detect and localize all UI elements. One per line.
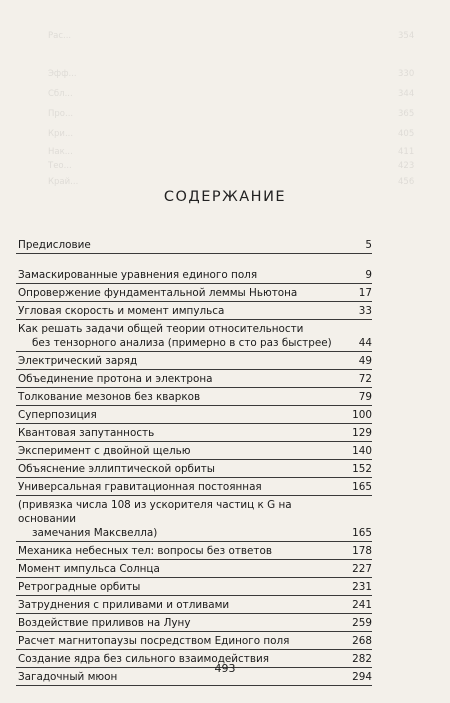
bleed-line: Эфф...: [48, 69, 77, 79]
toc-entry[interactable]: [16, 352, 372, 370]
toc-entry-title: Воздействие приливов на Луну: [18, 617, 191, 629]
toc-entry-page: 259: [352, 617, 372, 629]
toc-entry-page: 72: [358, 373, 372, 385]
bleed-through-text: [0, 0, 450, 200]
toc-entry-page: 178: [352, 545, 372, 557]
toc-entry-title: [18, 322, 348, 350]
bleed-line: Про...: [48, 109, 74, 119]
toc-entry[interactable]: [16, 478, 372, 496]
toc-entry[interactable]: [16, 236, 372, 254]
toc-entry[interactable]: [16, 320, 372, 352]
bleed-page: 354: [398, 31, 415, 41]
toc-entry[interactable]: [16, 266, 372, 284]
toc-entry[interactable]: [16, 284, 372, 302]
toc-entry[interactable]: [16, 370, 372, 388]
toc-entry-title: Толкование мезонов без кварков: [18, 391, 201, 403]
toc-entry-page: 282: [352, 653, 372, 665]
toc-entry-page: 100: [352, 409, 372, 421]
toc-entry-title: Эксперимент с двойной щелью: [18, 445, 191, 457]
toc-entry-page: 5: [365, 239, 372, 251]
toc-entry[interactable]: [16, 542, 372, 560]
toc-entry[interactable]: [16, 302, 372, 320]
toc-entry-page: 231: [352, 581, 372, 593]
bleed-line: Нак...: [48, 147, 73, 157]
toc-entry-title: Опровержение фундаментальной леммы Ньютона: [18, 287, 298, 299]
toc-entry[interactable]: [16, 442, 372, 460]
bleed-line: Сбл...: [48, 89, 73, 99]
toc-entry-page: 49: [358, 355, 372, 367]
toc-entry-title: Ретроградные орбиты: [18, 581, 141, 593]
toc-entry-page: 165: [352, 527, 372, 539]
toc-entry-title: Универсальная гравитационная постоянная: [18, 481, 262, 493]
toc-entry-title-continuation: замечания Максвелла): [32, 527, 158, 539]
toc-entry-title: Объединение протона и электрона: [18, 373, 213, 385]
bleed-page: 344: [398, 89, 415, 99]
toc-entry-title: Механика небесных тел: вопросы без ответов: [18, 545, 272, 557]
toc-entry-title: Электрический заряд: [18, 355, 138, 367]
toc-entry-title: Предисловие: [18, 239, 91, 251]
toc-entry-title: Суперпозиция: [18, 409, 97, 421]
toc-entry-title: Расчет магнитопаузы посредством Единого поля: [18, 635, 290, 647]
toc-entry-title: Создание ядра без сильного взаимодействия: [18, 653, 269, 665]
toc-entry-title: Угловая скорость и момент импульса: [18, 305, 225, 317]
toc-entry-page: 152: [352, 463, 372, 475]
bleed-page: 405: [398, 129, 415, 139]
table-of-contents: [16, 236, 372, 686]
toc-entry-title: [18, 498, 348, 540]
toc-entry[interactable]: [16, 496, 372, 542]
toc-entry[interactable]: [16, 460, 372, 478]
toc-title: СОДЕРЖАНИЕ: [163, 189, 287, 205]
toc-entry-page: 17: [358, 287, 372, 299]
toc-entry-title: Момент импульса Солнца: [18, 563, 160, 575]
toc-entry-page: 165: [352, 481, 372, 493]
bleed-page: 423: [398, 161, 415, 171]
toc-entry-title-line: (привязка числа 108 из ускорителя частиц к G на основании: [18, 499, 292, 525]
toc-entry[interactable]: [16, 578, 372, 596]
toc-entry-title: Объяснение эллиптической орбиты: [18, 463, 215, 475]
toc-entry-page: 241: [352, 599, 372, 611]
toc-entry[interactable]: [16, 424, 372, 442]
toc-entry-page: 79: [358, 391, 372, 403]
toc-entry[interactable]: [16, 632, 372, 650]
toc-entry-title: Квантовая запутанность: [18, 427, 155, 439]
toc-entry-title: Загадочный мюон: [18, 671, 118, 683]
bleed-page: 456: [398, 177, 415, 187]
toc-entry[interactable]: [16, 614, 372, 632]
toc-entry[interactable]: [16, 388, 372, 406]
toc-entry-title: Замаскированные уравнения единого поля: [18, 269, 258, 281]
toc-entry-page: 294: [352, 671, 372, 683]
bleed-line: Кри...: [48, 129, 74, 139]
toc-entry-page: 227: [352, 563, 372, 575]
page-number: 493: [214, 662, 236, 675]
toc-entry-title-continuation: без тензорного анализа (примерно в сто раз быстрее): [32, 337, 332, 349]
toc-entry[interactable]: [16, 596, 372, 614]
toc-entry-page: 9: [365, 269, 372, 281]
bleed-page: 411: [398, 147, 415, 157]
bleed-line: Тео...: [48, 161, 72, 171]
bleed-page: 365: [398, 109, 415, 119]
toc-entry-page: 140: [352, 445, 372, 457]
toc-entry-page: 268: [352, 635, 372, 647]
toc-entry[interactable]: [16, 406, 372, 424]
toc-entry-title: Затруднения с приливами и отливами: [18, 599, 230, 611]
bleed-line: Рас...: [48, 31, 72, 41]
toc-entry-page: 44: [358, 337, 372, 349]
toc-entry[interactable]: [16, 560, 372, 578]
bleed-line: Край...: [48, 177, 79, 187]
toc-entry-page: 33: [358, 305, 372, 317]
bleed-page: 330: [398, 69, 415, 79]
toc-entry-title-line: Как решать задачи общей теории относительности: [18, 323, 304, 335]
toc-entry-page: 129: [352, 427, 372, 439]
